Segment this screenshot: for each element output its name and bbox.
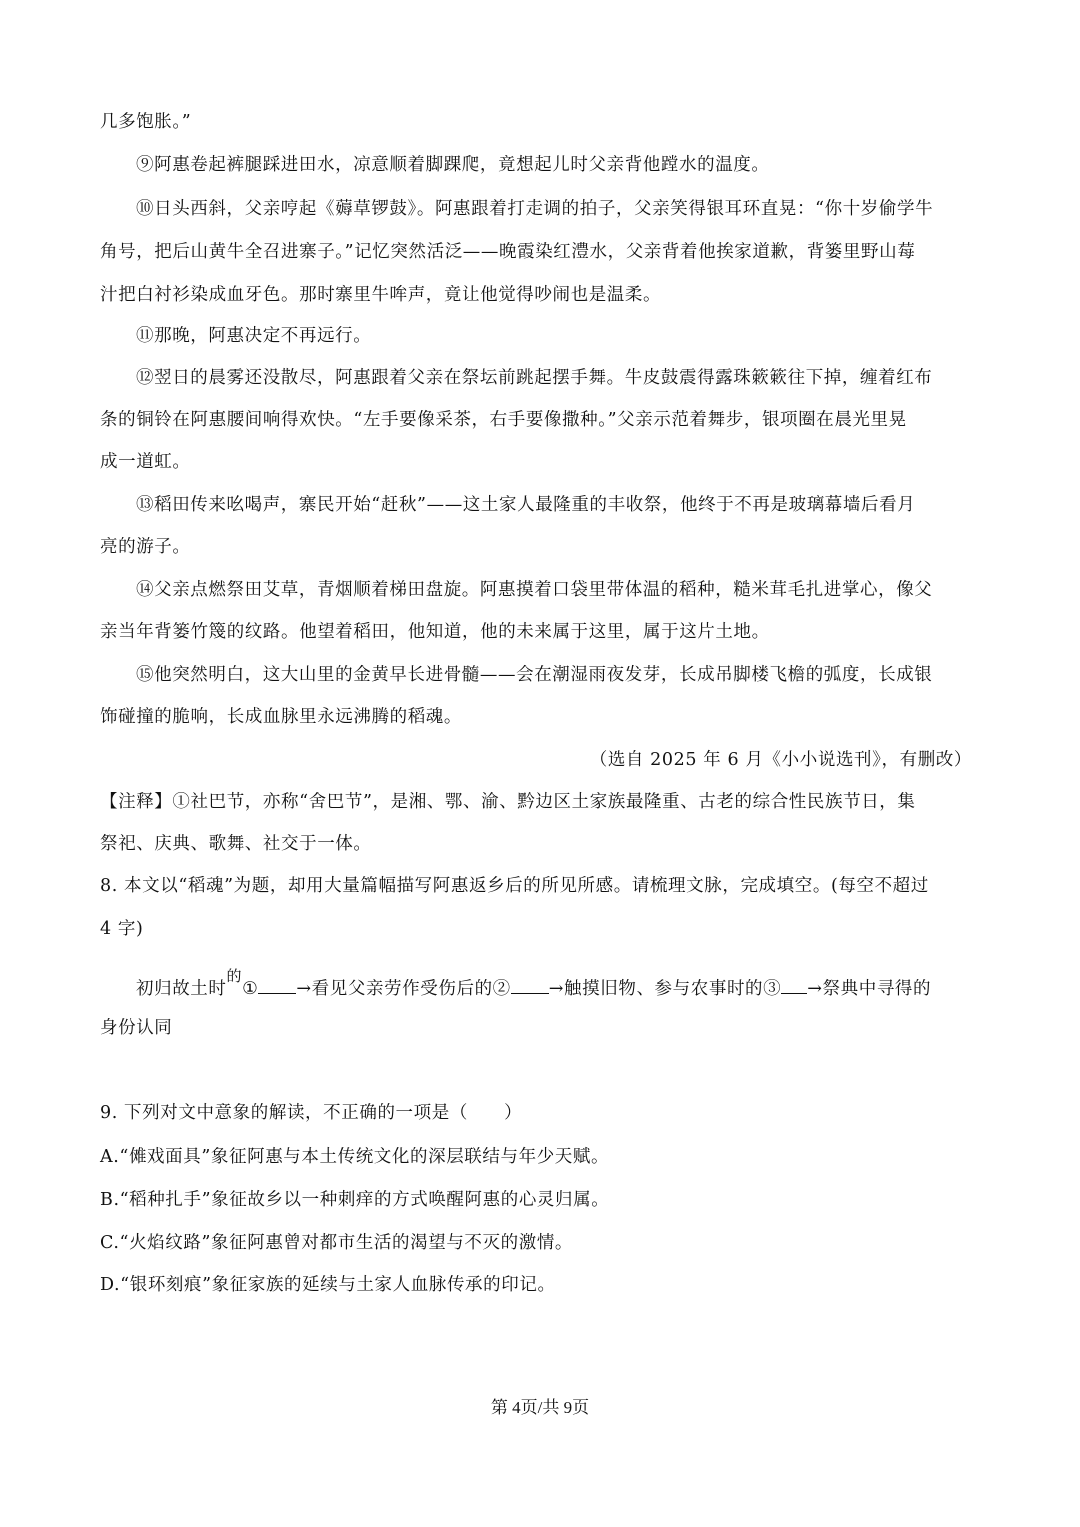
paragraph-line: ⑮他突然明白，这大山里的金黄早长进骨髓——会在潮湿雨夜发芽，长成吊脚楼飞檐的弧度，长成银 [136, 665, 933, 685]
answer-blank-3[interactable] [781, 977, 807, 994]
answer-blank-2[interactable] [511, 977, 549, 994]
annotation-line: 【注释】①社巴节，亦称“舍巴节”，是湘、鄂、渝、黔边区土家族最隆重、古老的综合性民族节日，集 [100, 792, 916, 812]
paragraph-line: 成一道虹。 [100, 452, 191, 472]
flow-step-1: 初归故土时 [136, 978, 227, 999]
paragraph-line: ⑫翌日的晨雾还没散尽，阿惠跟着父亲在祭坛前跳起摆手舞。牛皮鼓震得露珠簌簌往下掉，缠着红布 [136, 368, 933, 388]
option-b[interactable]: B.“稻种扎手”象征故乡以一种刺痒的方式唤醒阿惠的心灵归属。 [100, 1190, 610, 1210]
paragraph-line: 角号，把后山黄牛全召进寨子。”记忆突然活泛——晚霞染红澧水，父亲背着他挨家道歉，背篓里野山莓 [100, 242, 916, 262]
option-d[interactable]: D.“银环刻痕”象征家族的延续与土家人血脉传承的印记。 [100, 1275, 556, 1295]
paragraph-line: 汁把白衬衫染成血牙色。那时寨里牛哞声，竟让他觉得吵闹也是温柔。 [100, 285, 662, 305]
question-8-flow-end: 身份认同 [100, 1018, 173, 1038]
answer-blank-1[interactable] [258, 977, 296, 994]
flow-particle: 的 [226, 967, 243, 985]
paragraph-line: ⑪那晚，阿惠决定不再远行。 [136, 326, 372, 346]
flow-step-3: →触摸旧物、参与农事时的③ [548, 978, 782, 999]
question-9-stem: 9. 下列对文中意象的解读，不正确的一项是（ ） [100, 1103, 523, 1123]
page-number: 第 4页/共 9页 [490, 1398, 590, 1417]
paragraph-line: 条的铜铃在阿惠腰间响得欢快。“左手要像采茶，右手要像撒种。”父亲示范着舞步，银项圈在晨光里晃 [100, 410, 907, 430]
question-8-flow [136, 967, 980, 1001]
annotation-line: 祭祀、庆典、歌舞、社交于一体。 [100, 834, 372, 854]
option-a[interactable]: A.“傩戏面具”象征阿惠与本土传统文化的深层联结与年少天赋。 [100, 1147, 610, 1167]
paragraph-line: 几多饱胀。” [100, 112, 192, 132]
paragraph-line: 饰碰撞的脆响，长成血脉里永远沸腾的稻魂。 [100, 707, 462, 727]
paragraph-line: 亲当年背篓竹篾的纹路。他望着稻田，他知道，他的未来属于这里，属于这片土地。 [100, 622, 770, 642]
flow-step-4: →祭典中寻得的 [807, 978, 932, 999]
paragraph-line: 亮的游子。 [100, 537, 191, 557]
paragraph-line: ⑭父亲点燃祭田艾草，青烟顺着梯田盘旋。阿惠摸着口袋里带体温的稻种，糙米茸毛扎进掌心，像父 [136, 580, 933, 600]
blank-label-1: ① [242, 978, 259, 999]
paragraph-line: ⑩日头西斜，父亲哼起《薅草锣鼓》。阿惠跟着打走调的拍子，父亲笑得银耳环直晃：“你十岁偷学牛 [136, 199, 934, 219]
question-8-stem: 4 字) [100, 919, 144, 939]
question-8-stem: 8. 本文以“稻魂”为题，却用大量篇幅描写阿惠返乡后的所见所感。请梳理文脉，完成填空。(每空不超过 [100, 876, 929, 896]
source-citation: （选自 2025 年 6 月《小小说选刊》，有删改） [589, 750, 972, 770]
paragraph-line: ⑨阿惠卷起裤腿踩进田水，凉意顺着脚踝爬，竟想起儿时父亲背他蹚水的温度。 [136, 155, 770, 175]
option-c[interactable]: C.“火焰纹路”象征阿惠曾对都市生活的渴望与不灭的激情。 [100, 1233, 574, 1253]
paragraph-line: ⑬稻田传来吆喝声，寨民开始“赶秋”——这土家人最隆重的丰收祭，他终于不再是玻璃幕墙后看月 [136, 495, 916, 515]
flow-step-2: →看见父亲劳作受伤后的② [296, 978, 511, 999]
